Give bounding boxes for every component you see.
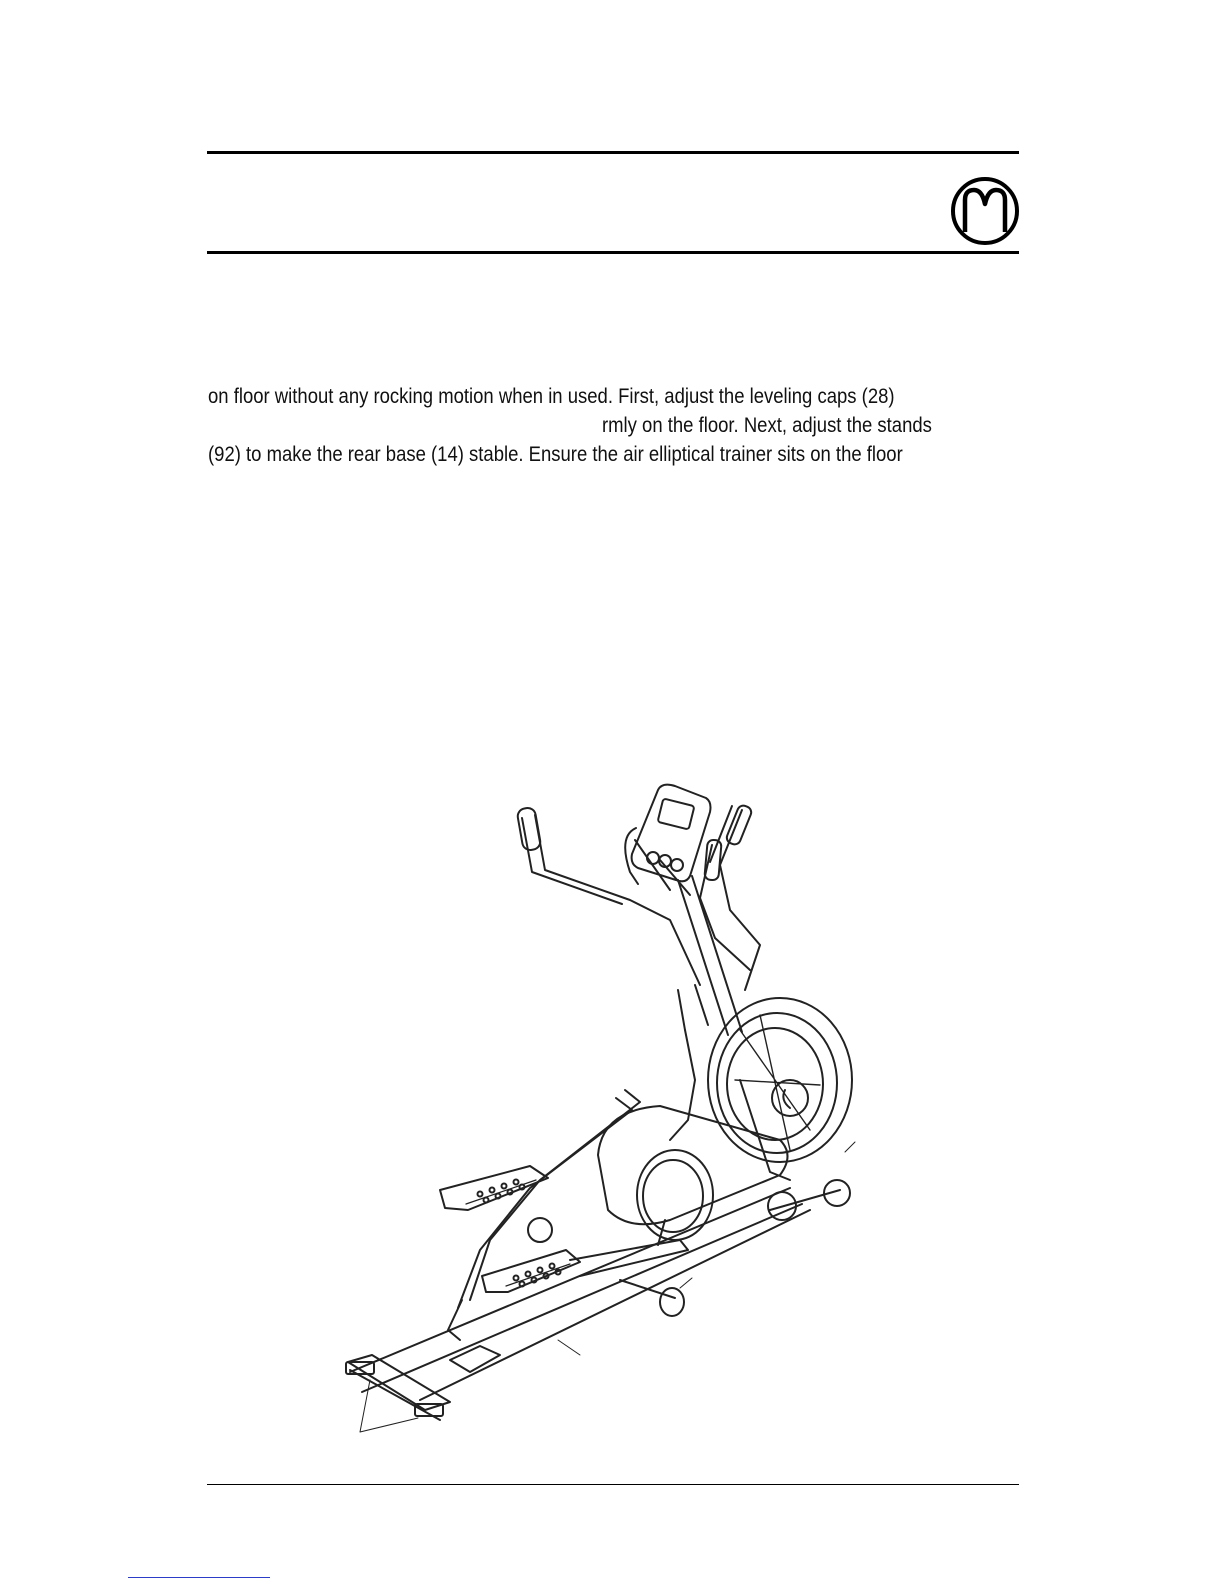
footer-rule [207, 1484, 1019, 1485]
footer-link-underline[interactable] [128, 1577, 270, 1578]
header-top-rule [207, 151, 1019, 154]
body-text-line-2: rmly on the floor. Next, adjust the stands [602, 413, 932, 437]
body-text-line-1: on floor without any rocking motion when in used. First, adjust the leveling caps (28) [208, 384, 895, 408]
brand-logo-icon [950, 176, 1020, 246]
header-bottom-rule [207, 251, 1019, 254]
body-text-line-3: (92) to make the rear base (14) stable. Ensure the air elliptical trainer sits on the floor [208, 442, 903, 466]
elliptical-trainer-diagram [340, 780, 880, 1460]
